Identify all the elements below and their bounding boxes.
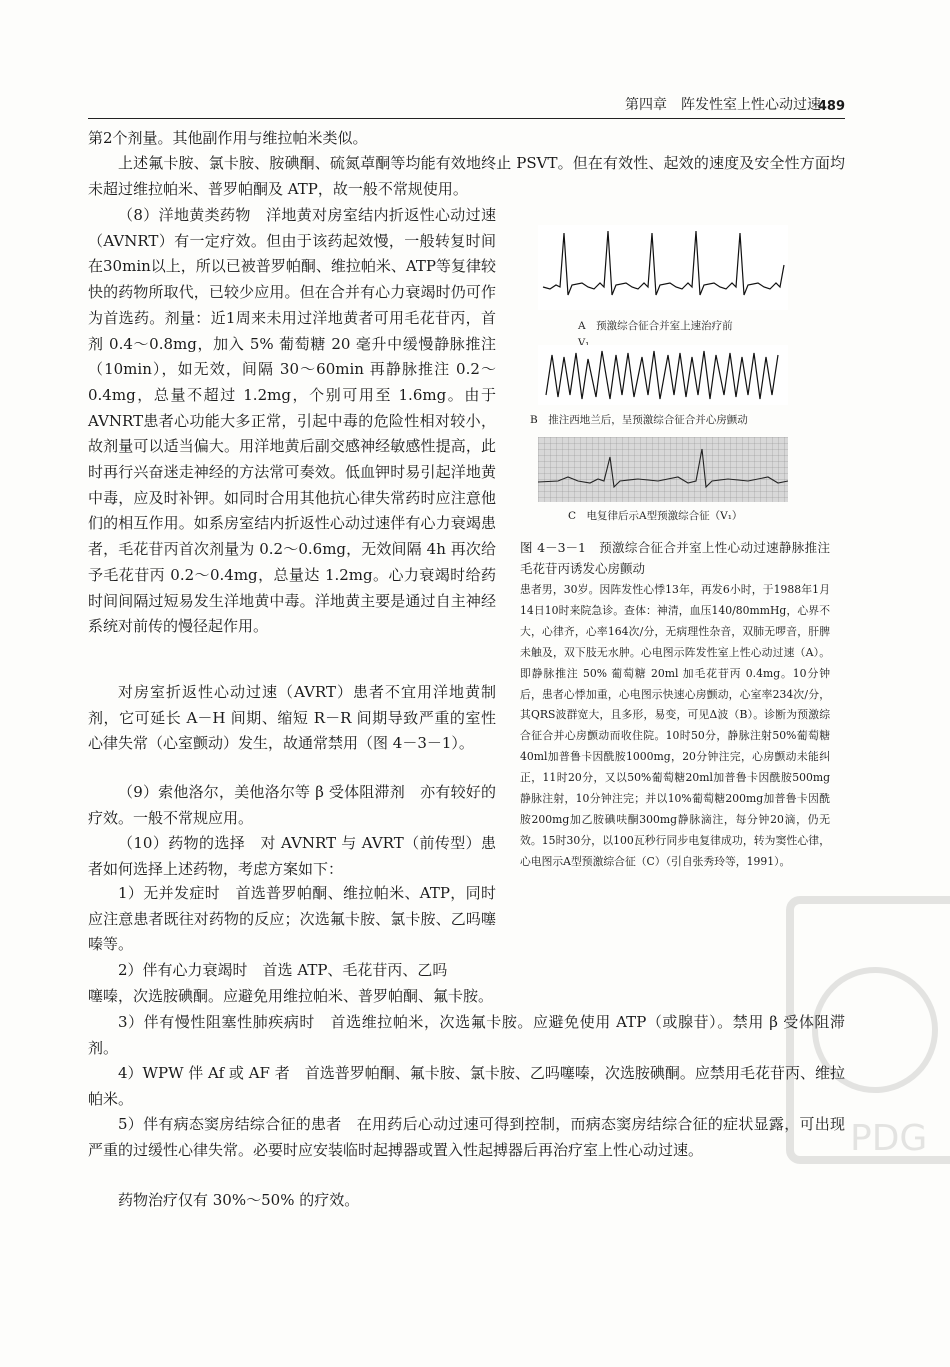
watermark-text: PDG [850,1118,928,1159]
paragraph: 对房室折返性心动过速（AVRT）患者不宜用洋地黄制剂，它可延长 A－H 间期、缩短 R－R 间期导致严重的室性心律失常（心室颤动）发生，故通常禁用（图 4－3－1）。 [88,683,496,753]
page-number: 489 [817,99,845,114]
figure-caption-c: C 电复律后示A型预激综合征（V₁） [568,510,743,522]
paragraph: 噻嗪，次选胺碘酮。应避免用维拉帕米、普罗帕酮、氟卡胺。 [88,987,494,1005]
paragraph: 上述氟卡胺、氯卡胺、胺碘酮、硫氮䓬酮等均能有效地终止 PSVT。但在有效性、起效的速度及安全性方面均未超过维拉帕米、普罗帕酮及 ATP，故一般不常规使用。 [88,154,845,198]
ecg-trace-c [538,437,788,502]
case-description: 患者男，30岁。因阵发性心悸13年，再发6小时，于1988年1月14日10时来院急诊。查体：神清，血压140/80mmHg，心界不大，心律齐，心率164次/分，无病理性杂音，双肺无啰音，肝脾未触及，双下肢无水肿。心电图示阵发性室上性心动过速（A）。即静脉推注 50% 葡萄糖 20ml 加毛花苷丙 0.4mg。10分钟后，患者心悸加重，心电图示快速心房颤动，心室率234次/分，其QRS波群宽大，且多形，易变，可见Δ波（B）。诊断为预激综合征合并心房颤动而收住院。10时50分，静脉注射50%葡萄糖40ml加普鲁卡因酰胺1000mg，20分钟注完，心房颤动未能纠正，11时20分，又以50%葡萄糖20ml加普鲁卡因酰胺500mg静脉注射，10分钟注完；并以10%葡萄糖200mg加普鲁卡因酰胺200mg加乙胺碘呋酮300mg静脉滴注，每分钟20滴，仍无效。15时30分，以100瓦秒行同步电复律成功，转为窦性心律，心电图示A型预激综合征（C）（引自张秀玲等，1991）。 [520,583,830,868]
paragraph: 3）伴有慢性阻塞性肺疾病时 首选维拉帕米，次选氟卡胺。应避免使用 ATP（或腺苷）。禁用 β 受体阻滞剂。 [88,1013,845,1057]
paragraph: 2）伴有心力衰竭时 首选 ATP、毛花苷丙、乙吗 [118,961,448,979]
figure-caption-b: B 推注西地兰后，呈预激综合征合并心房颤动 [530,414,748,426]
paragraph: （10）药物的选择 对 AVNRT 与 AVRT（前传型）患者如何选择上述药物，考虑方案如下： [88,834,496,878]
figure-caption-a: A 预激综合征合并室上速治疗前 [578,320,733,332]
chapter-title: 第四章 阵发性室上性心动过速 [625,97,821,113]
lead-label-v1: V₁ [578,338,590,349]
watermark-seal [770,880,950,1180]
running-header [88,92,845,119]
paragraph: 4）WPW 伴 Af 或 AF 者 首选普罗帕酮、氟卡胺、氯卡胺、乙吗噻嗪，次选胺碘酮。应禁用毛花苷丙、维拉帕米。 [88,1064,845,1108]
paragraph: 第2个剂量。其他副作用与维拉帕米类似。 [88,129,368,147]
paragraph: （8）洋地黄类药物 洋地黄对房室结内折返性心动过速（AVNRT）有一定疗效。但由于该药起效慢，一般转复时间在30min以上，所以已被普罗帕酮、维拉帕米、ATP等复律较快的药物所取代，已较少应用。但在合并有心力衰竭时仍可作为首选药。剂量：近1周来未用过洋地黄者可用毛花苷丙，首剂 0.4～0.8mg，加入 5% 葡萄糖 20 毫升中缓慢静脉推注（10min），如无效，间隔 30～60min 再静脉推注 0.2～0.4mg，总量不超过 1.2mg，个别可用至 1.6mg。由于AVNRT患者心功能大多正常，引起中毒的危险性相对较小，故剂量可以适当偏大。用洋地黄后副交感神经敏感性提高，此时再行兴奋迷走神经的方法常可奏效。低血钾时易引起洋地黄中毒，应及时补钾。如同时合用其他抗心律失常药时应注意他们的相互作用。如系房室结内折返性心动过速伴有心力衰竭患者，毛花苷丙首次剂量为 0.2～0.6mg，无效间隔 4h 再次给予毛花苷丙 0.2～0.4mg，总量达 1.2mg。心力衰竭时给药时间间隔过短易发生洋地黄中毒。洋地黄主要是通过自主神经系统对前传的慢径起作用。 [88,206,496,636]
figure-caption: 图 4－3－1 预激综合征合并室上性心动过速静脉推注毛花苷丙诱发心房颤动 [520,540,830,576]
ecg-trace-a [538,225,788,310]
paragraph: 药物治疗仅有 30%～50% 的疗效。 [118,1191,360,1209]
paragraph: 5）伴有病态窦房结综合征的患者 在用药后心动过速可得到控制，而病态窦房结综合征的症状显露，可出现严重的过缓性心律失常。必要时应安装临时起搏器或置入性起搏器后再治疗室上性心动过速。 [88,1115,845,1159]
ecg-trace-b [538,345,788,405]
paragraph: （9）索他洛尔，美他洛尔等 β 受体阻滞剂 亦有较好的疗效。一般不常规应用。 [88,783,496,827]
paragraph: 1）无并发症时 首选普罗帕酮、维拉帕米、ATP，同时应注意患者既往对药物的反应；次选氟卡胺、氯卡胺、乙吗噻嗪等。 [88,884,496,954]
